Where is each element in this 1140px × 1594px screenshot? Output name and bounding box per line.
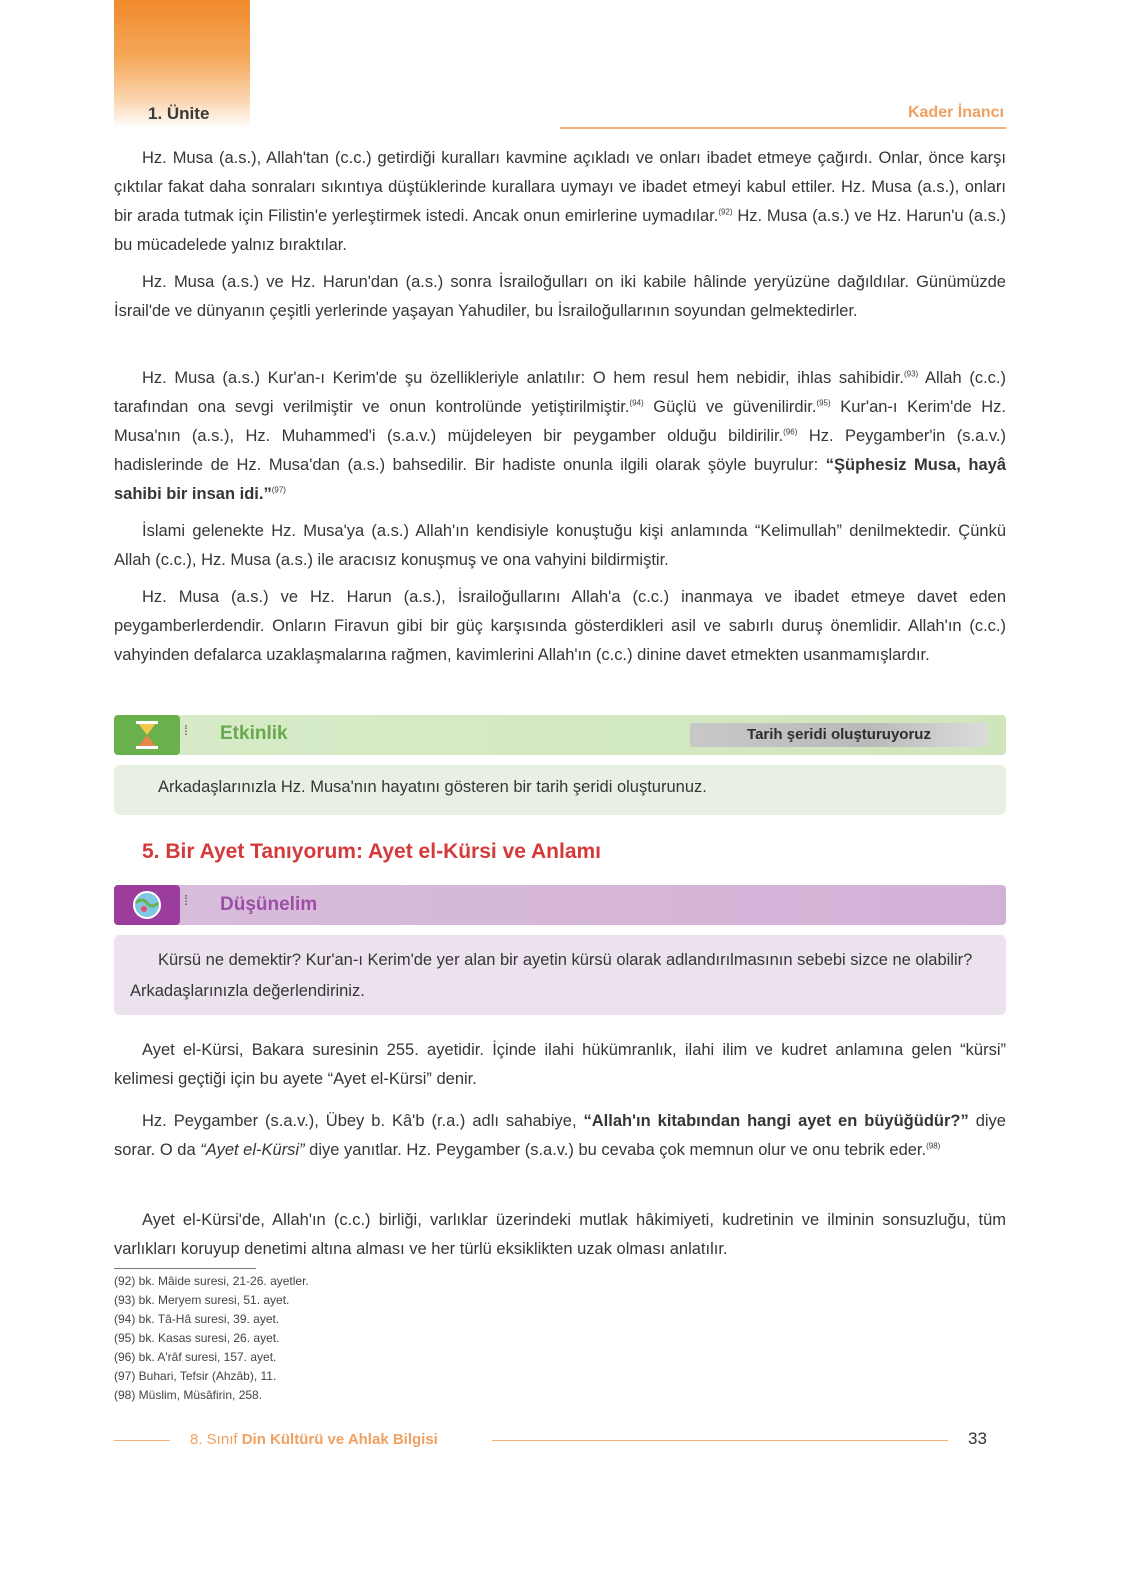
activity-icon-box bbox=[114, 715, 180, 755]
hadith-answer: “Ayet el-Kürsi” bbox=[200, 1141, 305, 1159]
footnote-ref: (98) bbox=[926, 1141, 941, 1151]
paragraph-2: Hz. Musa (a.s.) ve Hz. Harun'dan (a.s.) sonra İsrailoğulları on iki kabile hâlinde yeryüzüne dağıldılar. Günümüzde İsrail'de ve dünyanın çeşitli yerlerinde yaşayan Yahudiler, bu İsrailoğullarının soyundan gelmektedirler. bbox=[114, 273, 1006, 320]
paragraph-8: Ayet el-Kürsi'de, Allah'ın (c.c.) birliği, varlıklar üzerindeki mutlak hâkimiyeti, kudretinin ve ilminin sonsuzluğu, tüm varlıkları koruyup denetimi altına alması ve her türlü eksiklikten uzak olması anlatılır. bbox=[114, 1211, 1006, 1258]
footnote-ref: (96) bbox=[783, 427, 798, 437]
footnote-ref: (95) bbox=[816, 398, 831, 408]
footnote-ref: (97) bbox=[271, 485, 286, 495]
section-title: 5. Bir Ayet Tanıyorum: Ayet el-Kürsi ve Anlamı bbox=[142, 840, 602, 863]
footnote-item: (95) bk. Kasas suresi, 26. ayet. bbox=[114, 1331, 280, 1345]
footnote-ref: (94) bbox=[629, 398, 644, 408]
paragraph-1: Hz. Musa (a.s.), Allah'tan (c.c.) getirdiği kuralları kavmine açıkladı ve onları ibadet etmeye çağırdı. Onlar, önce karşı çıktılar fakat daha sonraları sıkıntıya düştüklerinde kurallara uymayı ve ibadet etmeyi kabul ettiler. Hz. Musa (a.s.), onları bir arada tutmak için Filistin'e yerleştirmek istedi. Ancak onun emirlerine uymadılar.$^{(92)}$ Hz. Musa (a.s.) ve Hz. Harun'u (a.s.) bu mücadelede yalnız bıraktılar. bbox=[114, 149, 1006, 254]
footnote-item: (98) Müslim, Müsâfirin, 258. bbox=[114, 1388, 263, 1402]
paragraph-7: Hz. Peygamber (s.a.v.), Übey b. Kâ'b (r.a.) adlı sahabiye, “Allah'ın kitabından hangi ayet en büyüğüdür?” diye sorar. O da “Ayet el-Kürsi” diye yanıtlar. Hz. Peygamber (s.a.v.) bu cevaba çok memnun olur ve onu tebrik eder.$^{(98)}$ bbox=[114, 1112, 1006, 1159]
think-title: Düşünelim bbox=[220, 894, 318, 915]
page-number: 33 bbox=[968, 1429, 987, 1448]
footnote-item: (94) bk. Tâ-Hâ suresi, 39. ayet. bbox=[114, 1312, 280, 1326]
paragraph-4: İslami gelenekte Hz. Musa'ya (a.s.) Allah'ın kendisiyle konuştuğu kişi anlamında “Kelimullah” denilmektedir. Çünkü Allah (c.c.), Hz. Musa (a.s.) ile aracısız konuşmuş ve ona vahyini bildirmiştir. bbox=[114, 522, 1006, 569]
divider-dots: ⁞ bbox=[184, 892, 188, 908]
footer-divider-left bbox=[114, 1440, 170, 1441]
footnote-ref: (93) bbox=[903, 369, 919, 379]
header-divider bbox=[560, 127, 1006, 129]
hadith-quote: “Şüphesiz Musa, hayâ sahibi bir insan idi.” bbox=[114, 456, 1006, 503]
activity-tag: Tarih şeridi oluşturuyoruz bbox=[690, 723, 988, 747]
footer-divider-right bbox=[492, 1440, 948, 1441]
footnote-item: (97) Buhari, Tefsir (Ahzâb), 11. bbox=[114, 1369, 277, 1383]
footer-book-title: 8. Sınıf Din Kültürü ve Ahlak Bilgisi bbox=[190, 1431, 438, 1448]
activity-text: Arkadaşlarınızla Hz. Musa'nın hayatını gösteren bir tarih şeridi oluşturunuz. bbox=[158, 778, 707, 796]
paragraph-3: Hz. Musa (a.s.) Kur'an-ı Kerim'de şu özellikleriyle anlatılır: O hem resul hem nebidir, ihlas sahibidir.$^{(93)}$ Allah (c.c.) tarafından ona sevgi verilmiştir ve onun kontrolünde yetiştirilmiştir.$^{(94)}$ Güçlü ve güvenilirdir.$^{(95)}$ Kur'an-ı Kerim'de Hz. Musa'nın (a.s.), Hz. Muhammed'i (s.a.v.) müjdeleyen bir peygamber olduğu bildirilir.$^{(96)}$ Hz. Peygamber'in (s.a.v.) hadislerinde de Hz. Musa'dan (a.s.) bahsedilir. Bir hadiste onunla ilgili olarak şöyle buyrulur: “Şüphesiz Musa, hayâ sahibi bir insan idi.”$^{(97)}$ bbox=[114, 369, 1006, 503]
chapter-label: Kader İnancı bbox=[907, 104, 1004, 121]
globe-thinking-icon bbox=[114, 885, 180, 925]
divider-dots: ⁞ bbox=[184, 722, 188, 738]
paragraph-6: Ayet el-Kürsi, Bakara suresinin 255. ayetidir. İçinde ilahi hükümranlık, ilahi ilim ve kudret anlamına gelen “kürsi” kelimesi geçtiği için bu ayete “Ayet el-Kürsi” denir. bbox=[114, 1041, 1006, 1088]
paragraph-5: Hz. Musa (a.s.) ve Hz. Harun (a.s.), İsrailoğullarını Allah'a (c.c.) inanmaya ve ibadet etmeye davet eden peygamberlerdendir. Onların Firavun gibi bir güç karşısında gösterdikleri asil ve sabırlı duruş önemlidir. Allah'ın (c.c.) vahyinden defalarca uzaklaşmalarına rağmen, kavimlerini Allah'ın (c.c.) dinine davet etmekten usanmamışlardır. bbox=[114, 588, 1006, 664]
unit-label: 1. Ünite bbox=[148, 104, 210, 123]
footnote-item: (93) bk. Meryem suresi, 51. ayet. bbox=[114, 1293, 290, 1307]
footnote-divider bbox=[114, 1268, 256, 1269]
think-icon-box bbox=[114, 885, 180, 925]
footnote-item: (96) bk. A'râf suresi, 157. ayet. bbox=[114, 1350, 277, 1364]
hadith-question: “Allah'ın kitabından hangi ayet en büyüğüdür?” bbox=[583, 1112, 969, 1130]
footnote-list bbox=[114, 1272, 309, 1405]
footnote-item: (92) bk. Mâide suresi, 21-26. ayetler. bbox=[114, 1274, 309, 1288]
activity-title: Etkinlik bbox=[220, 723, 288, 744]
footnote-ref: (92) bbox=[718, 207, 733, 217]
think-text: Kürsü ne demektir? Kur'an-ı Kerim'de yer alan bir ayetin kürsü olarak adlandırılmasının sebebi sizce ne olabilir? Arkadaşlarınızla değerlendiriniz. bbox=[130, 951, 973, 1000]
hourglass-icon bbox=[114, 715, 180, 755]
